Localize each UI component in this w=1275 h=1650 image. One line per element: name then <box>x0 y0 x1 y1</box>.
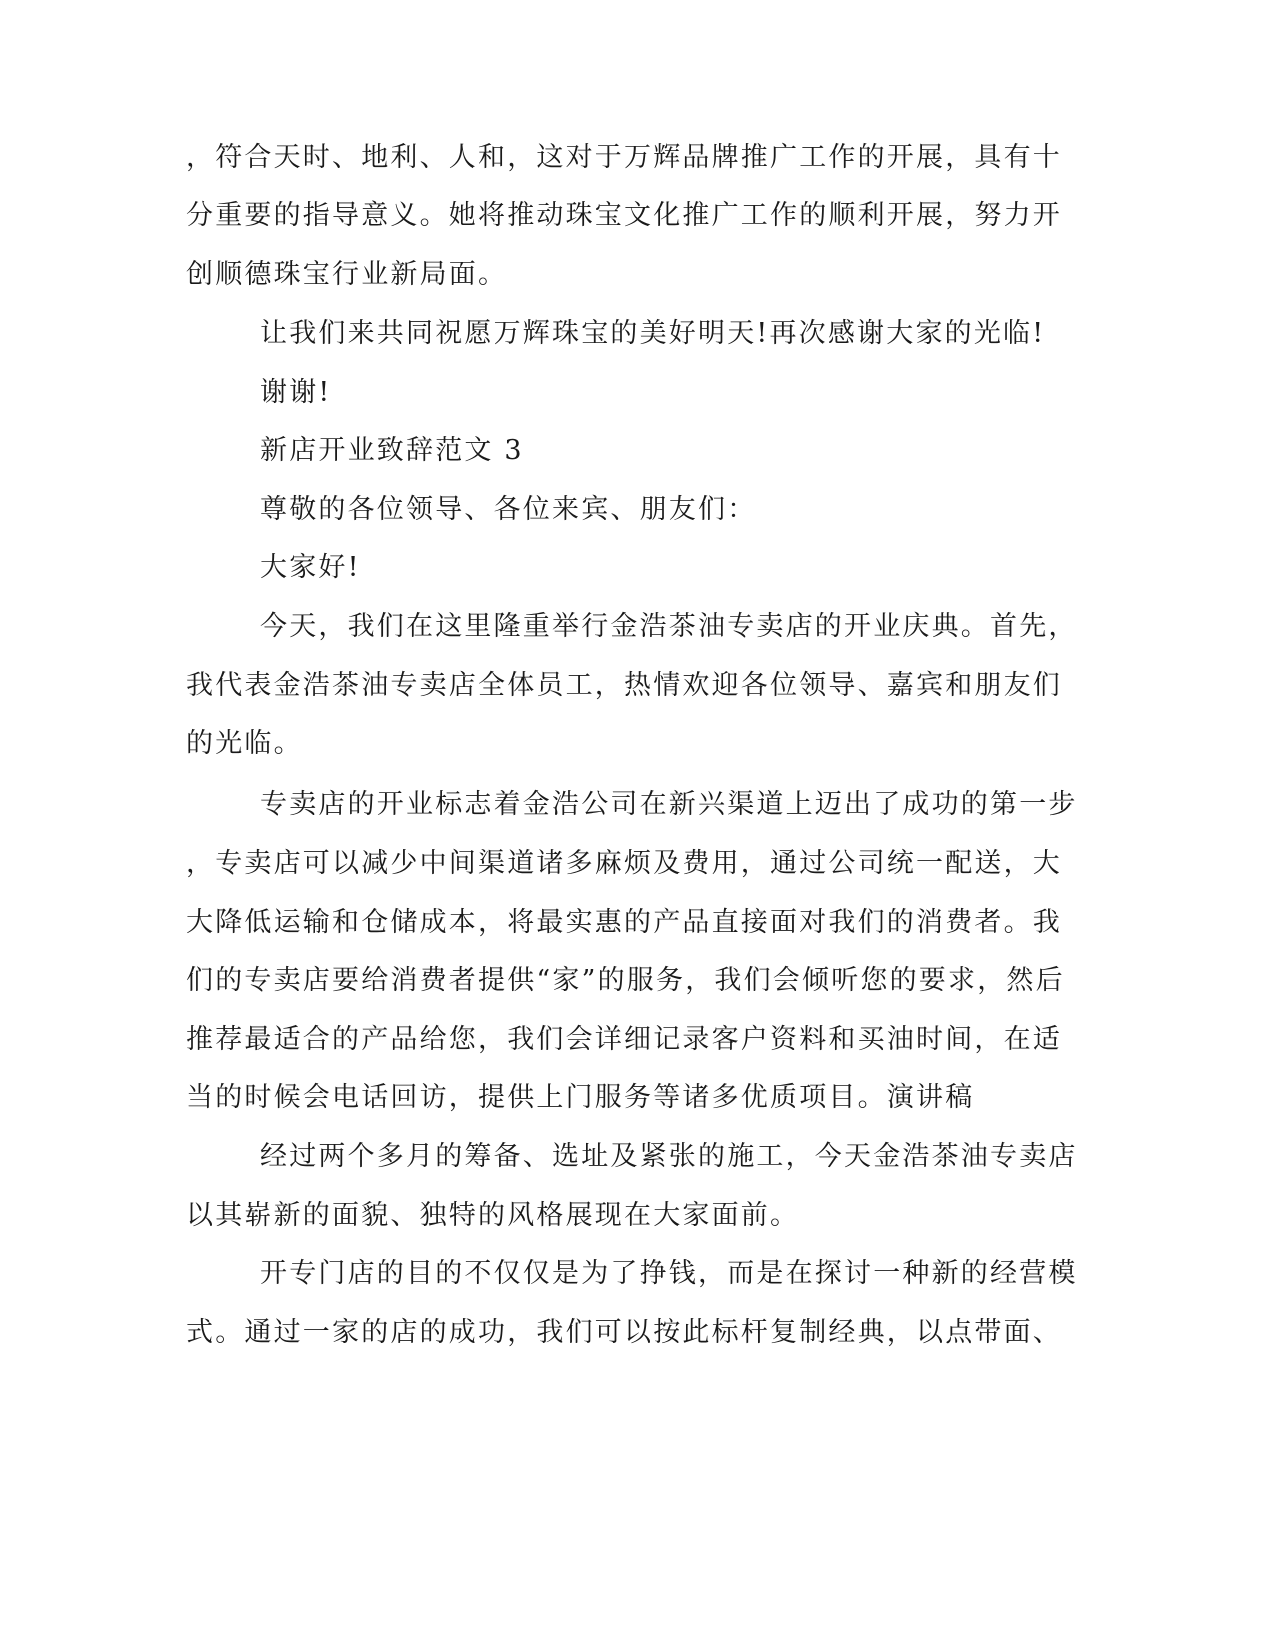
text-line: 分重要的指导意义。她将推动珠宝文化推广工作的顺利开展，努力开 <box>186 200 1062 231</box>
text-line: 以其崭新的面貌、独特的风格展现在大家面前。 <box>186 1200 800 1231</box>
text-line: 开专门店的目的不仅仅是为了挣钱，而是在探讨一种新的经营模 <box>260 1258 1078 1289</box>
text-line: 让我们来共同祝愿万辉珠宝的美好明天!再次感谢大家的光临! <box>260 318 1046 349</box>
text-line: 我代表金浩茶油专卖店全体员工，热情欢迎各位领导、嘉宾和朋友们 <box>186 670 1062 701</box>
text-line: 式。通过一家的店的成功，我们可以按此标杆复制经典，以点带面、 <box>186 1317 1062 1348</box>
text-line: 推荐最适合的产品给您，我们会详细记录客户资料和买油时间，在适 <box>186 1024 1062 1055</box>
text-line: 的光临。 <box>186 728 303 759</box>
text-line: ，专卖店可以减少中间渠道诸多麻烦及费用，通过公司统一配送，大 <box>186 848 1062 879</box>
text-line: 大降低运输和仓储成本，将最实惠的产品直接面对我们的消费者。我 <box>186 907 1062 938</box>
text-line: ，符合天时、地利、人和，这对于万辉品牌推广工作的开展，具有十 <box>186 142 1062 173</box>
text-line: 创顺德珠宝行业新局面。 <box>186 259 508 290</box>
section-heading: 新店开业致辞范文 3 <box>260 435 524 466</box>
salutation: 尊敬的各位领导、各位来宾、朋友们： <box>260 494 757 525</box>
text-line: 专卖店的开业标志着金浩公司在新兴渠道上迈出了成功的第一步 <box>260 789 1078 820</box>
text-line: 谢谢! <box>260 377 332 408</box>
text-line: 当的时候会电话回访，提供上门服务等诸多优质项目。演讲稿 <box>186 1082 975 1113</box>
text-line: 今天，我们在这里隆重举行金浩茶油专卖店的开业庆典。首先， <box>260 611 1078 642</box>
text-line: 们的专卖店要给消费者提供“家”的服务，我们会倾听您的要求，然后 <box>186 965 1065 996</box>
text-line: 经过两个多月的筹备、选址及紧张的施工，今天金浩茶油专卖店 <box>260 1141 1078 1172</box>
greeting: 大家好! <box>260 552 361 583</box>
